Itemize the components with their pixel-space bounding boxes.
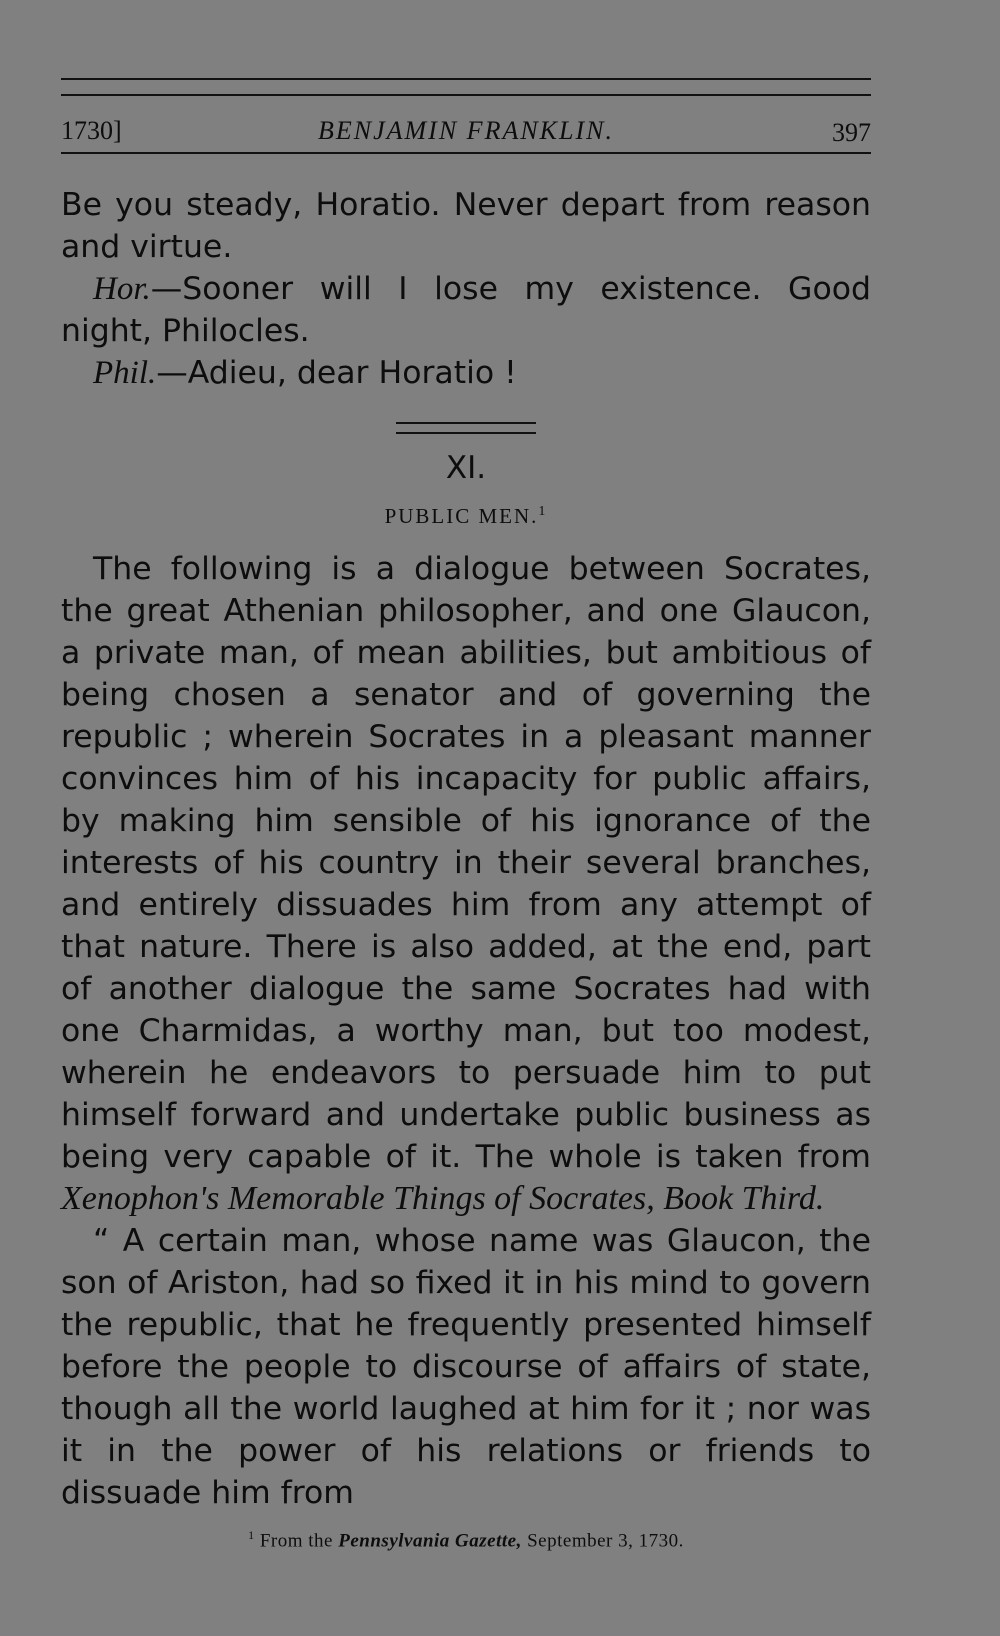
footnote-date: September 3, 1730.: [521, 1530, 684, 1552]
hor-speech: —Sooner will I lose my existence. Good night, Philocles.: [61, 271, 871, 349]
section-title: [61, 504, 871, 548]
running-head-title: BENJAMIN FRANKLIN.: [318, 116, 614, 145]
footnote-ref: 1: [538, 504, 548, 519]
section-title-text: PUBLIC MEN.: [384, 504, 539, 528]
speaker-phil: Phil.: [93, 355, 157, 391]
dialogue-line-phil: [61, 352, 871, 394]
page-number: 397: [832, 118, 871, 147]
running-head: [61, 116, 871, 166]
footnote: [61, 1528, 871, 1552]
intro-text: The following is a dialogue between Socrates, the great Athenian philosopher, and one Glaucon, a private man, of mean abilities, but ambitious of being chosen a senator and of governing the republic ; wherein Socrates in a pleasant manner convinces him of his incapacity for public affairs, by making him sensible of his ignorance of the interests of his country in their several branches, and entirely dissuades him from any attempt of that nature. There is also added, at the end, part of another dialogue the same Socrates had with one Charmidas, a worthy man, but too modest, wherein he endeavors to persuade him to put himself forward and undertake public business as being very capable of it. The whole is taken from: [61, 551, 871, 1175]
quote-paragraph: “ A certain man, whose name was Glaucon, the son of Ariston, had so fixed it in his mind to govern the republic, that he frequently presented himself before the people to discourse of affairs of state, though all the world laughed at him for it ; nor was it in the power of his relations or friends to dissuade him from: [61, 1223, 871, 1511]
speaker-hor: Hor.: [93, 271, 151, 307]
section-body: [61, 548, 871, 1514]
section-number: XI.: [445, 450, 487, 486]
running-head-year: 1730]: [61, 116, 122, 145]
dialogue-line-horatio: [61, 268, 871, 352]
intro-paragraph: [61, 548, 871, 1220]
book-page: [61, 78, 871, 1552]
section-divider: [396, 422, 536, 434]
top-double-rule: [61, 78, 871, 96]
dialogue-ending: [61, 184, 871, 394]
footnote-prefix: From the: [254, 1530, 339, 1552]
footnote-marker: 1: [248, 1528, 255, 1542]
footnote-publication: Pennsylvania Gazette,: [338, 1530, 522, 1552]
source-citation: Xenophon's Memorable Things of Socrates, Book Third.: [61, 1180, 825, 1217]
dialogue-line-philocles: Be you steady, Horatio. Never depart from reason and virtue.: [61, 187, 871, 265]
phil-speech: —Adieu, dear Horatio !: [156, 355, 517, 391]
